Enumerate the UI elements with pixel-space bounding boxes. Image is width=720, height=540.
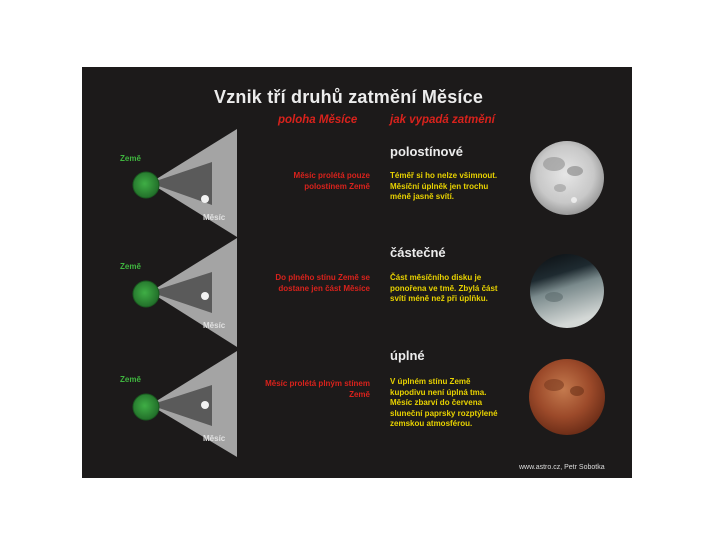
partial-eclipse-moon-photo — [530, 254, 604, 328]
position-description: Do plného stínu Země se dostane jen část Měsíce — [275, 273, 370, 293]
earth-label: Země — [120, 154, 141, 163]
position-description: Měsíc prolétá plným stínem Země — [265, 379, 370, 399]
appearance-description: V úplném stínu Země kupodivu není úplná tma. Měsíc zbarví do červena sluneční paprsky rozptýlené zemskou atmosférou. — [390, 377, 498, 428]
total-eclipse-red-moon-photo — [529, 359, 605, 435]
column-header-position: poloha Měsíce — [278, 114, 358, 126]
eclipse-type-title: polostínové — [390, 144, 463, 159]
moon-icon — [201, 401, 209, 409]
position-description: Měsíc prolétá pouze polostínem Země — [293, 171, 370, 191]
diagram-partial — [133, 238, 237, 347]
moon-label: Měsíc — [203, 321, 226, 330]
column-header-appearance: jak vypadá zatmění — [390, 114, 495, 126]
page-title: Vznik tří druhů zatmění Měsíce — [214, 87, 484, 107]
infographic-slide — [82, 67, 632, 478]
earth-icon — [133, 172, 159, 198]
earth-icon — [133, 394, 159, 420]
moon-icon — [201, 292, 209, 300]
penumbral-moon-photo — [530, 141, 604, 215]
credit-text: www.astro.cz, Petr Sobotka — [519, 464, 605, 471]
moon-icon — [201, 195, 209, 203]
earth-icon — [133, 281, 159, 307]
eclipse-type-title: úplné — [390, 348, 425, 363]
moon-label: Měsíc — [203, 213, 226, 222]
appearance-description: Téměř si ho nelze všimnout. Měsíční úplněk jen trochu méně jasně svítí. — [390, 171, 498, 201]
appearance-description: Část měsíčního disku je ponořena ve tmě. Zbylá část svítí méně než při úplňku. — [390, 273, 498, 303]
eclipse-type-title: částečné — [390, 245, 446, 260]
moon-label: Měsíc — [203, 434, 226, 443]
earth-label: Země — [120, 375, 141, 384]
earth-label: Země — [120, 262, 141, 271]
